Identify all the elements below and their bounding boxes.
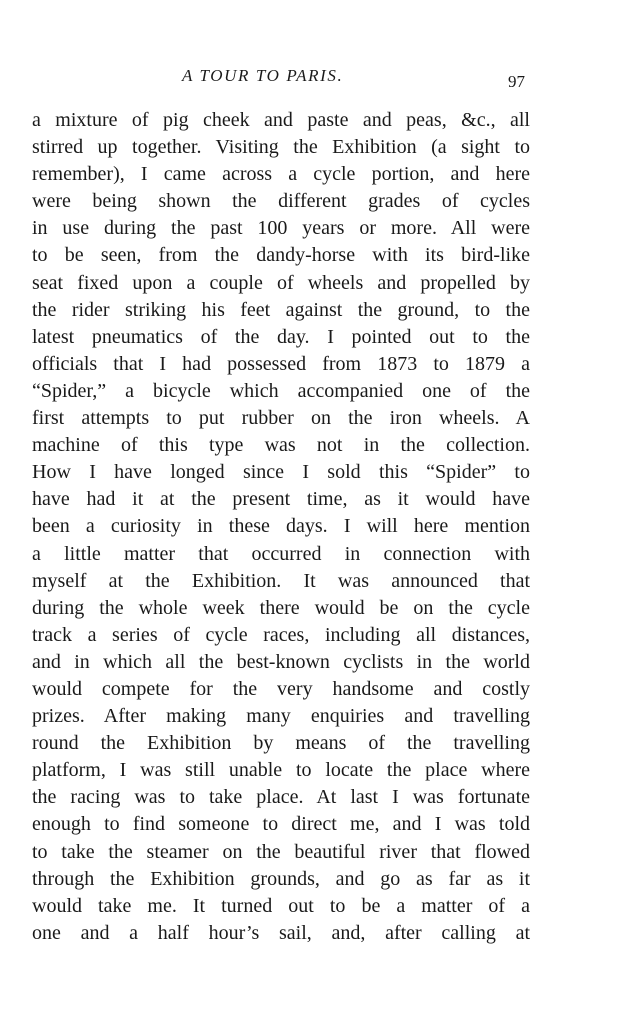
text-line: round the Exhibition by means of the travelling: [32, 732, 530, 755]
text-line: platform, I was still unable to locate the place where: [32, 759, 530, 782]
text-line: have had it at the present time, as it would have: [32, 488, 530, 511]
page-number: 97: [508, 72, 525, 91]
text-line: the rider striking his feet against the ground, to the: [32, 298, 530, 321]
text-line: a mixture of pig cheek and paste and peas, &c., all: [32, 109, 530, 131]
text-line: through the Exhibition grounds, and go as far as it: [32, 867, 530, 890]
text-line: machine of this type was not in the collection.: [32, 434, 530, 457]
text-line: were being shown the different grades of cycles: [32, 190, 530, 213]
text-line: remember), I came across a cycle portion, and here: [32, 163, 530, 186]
text-line: one and a half hour’s sail, and, after calling at: [32, 921, 530, 944]
text-line: would take me. It turned out to be a matter of a: [32, 894, 530, 917]
body-text: [32, 107, 530, 947]
running-title: A TOUR TO PARIS.: [182, 66, 344, 85]
text-line: stirred up together. Visiting the Exhibition (a sight to: [32, 136, 530, 159]
text-line: How I have longed since I sold this “Spider” to: [32, 461, 530, 484]
text-line: prizes. After making many enquiries and travelling: [32, 705, 530, 728]
text-line: to be seen, from the dandy-horse with its bird-like: [32, 244, 530, 267]
text-line: would compete for the very handsome and costly: [32, 677, 530, 700]
text-line: the racing was to take place. At last I was fortunate: [32, 786, 530, 809]
text-line: first attempts to put rubber on the iron wheels. A: [32, 407, 530, 430]
text-line: latest pneumatics of the day. I pointed out to the: [32, 325, 530, 348]
text-line: in use during the past 100 years or more. All were: [32, 217, 530, 240]
text-line: been a curiosity in these days. I will here mention: [32, 515, 530, 538]
text-line: myself at the Exhibition. It was announced that: [32, 569, 530, 592]
text-line: track a series of cycle races, including all distances,: [32, 623, 530, 646]
text-line: officials that I had possessed from 1873 to 1879 a: [32, 352, 530, 375]
text-line: during the whole week there would be on the cycle: [32, 596, 530, 619]
text-line: seat fixed upon a couple of wheels and propelled by: [32, 271, 530, 294]
text-line: a little matter that occurred in connection with: [32, 542, 530, 565]
text-line: “Spider,” a bicycle which accompanied one of the: [32, 379, 530, 402]
running-head: [0, 66, 621, 90]
text-line: to take the steamer on the beautiful river that flowed: [32, 840, 530, 863]
text-line: and in which all the best-known cyclists in the world: [32, 650, 530, 673]
text-line: enough to find someone to direct me, and I was told: [32, 813, 530, 836]
